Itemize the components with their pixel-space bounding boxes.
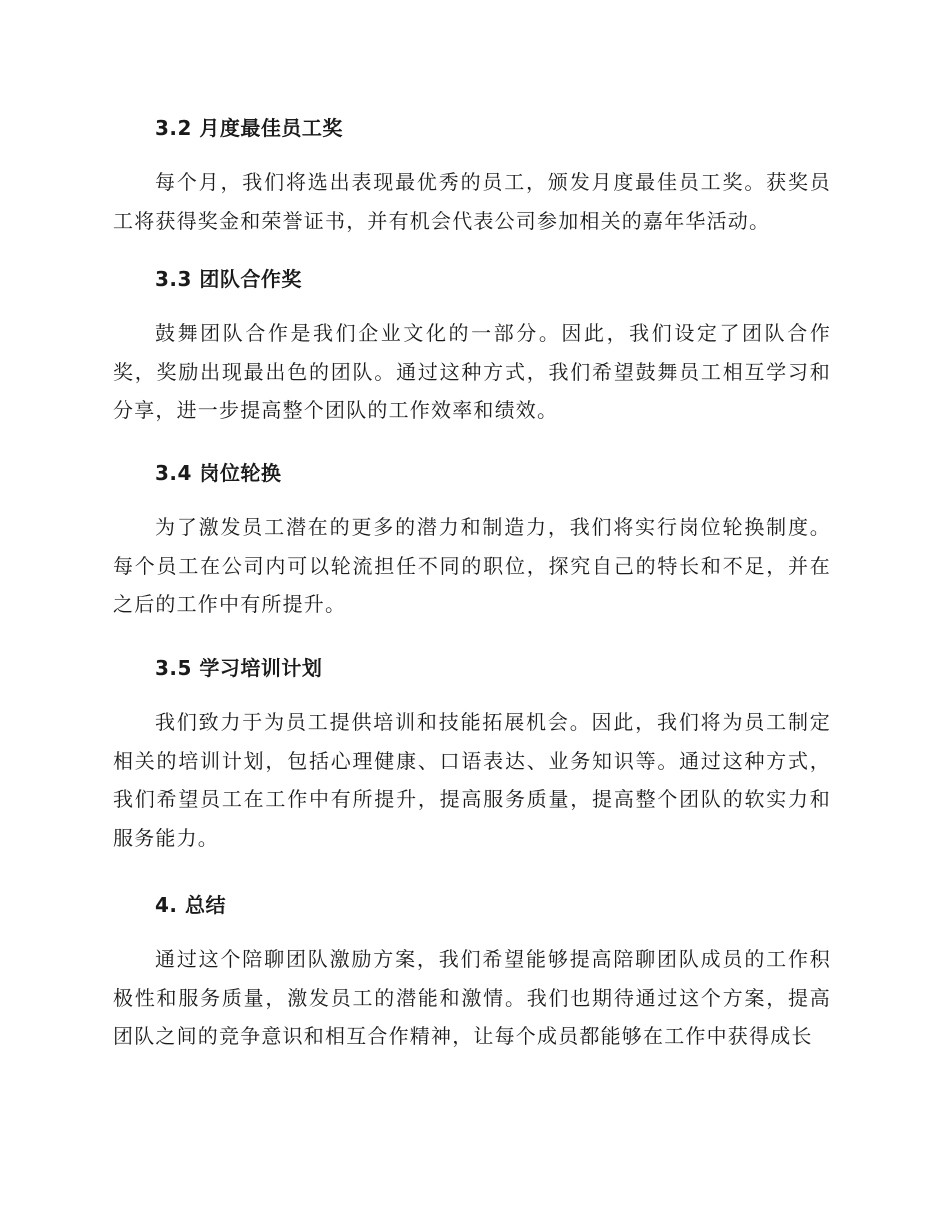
section-heading-3-2: 3.2 月度最佳员工奖	[155, 116, 343, 140]
section-paragraph-3-5: 我们致力于为员工提供培训和技能拓展机会。因此，我们将为员工制定相关的培训计划，包括心理健康、口语表达、业务知识等。通过这种方式，我们希望员工在工作中有所提升，提高服务质量，提高整个团队的软实力和服务能力。	[113, 710, 831, 851]
section-heading-3-4: 3.4 岗位轮换	[155, 461, 282, 485]
section-paragraph-4: 通过这个陪聊团队激励方案，我们希望能够提高陪聊团队成员的工作积极性和服务质量，激发员工的潜能和激情。我们也期待通过这个方案，提高团队之间的竞争意识和相互合作精神，让每个成员都能够在工作中获得成长	[113, 947, 831, 1049]
section-heading-3-5: 3.5 学习培训计划	[155, 656, 323, 680]
section-heading-3-3: 3.3 团队合作奖	[155, 267, 302, 291]
section-paragraph-3-3: 鼓舞团队合作是我们企业文化的一部分。因此，我们设定了团队合作奖，奖励出现最出色的团队。通过这种方式，我们希望鼓舞员工相互学习和分享，进一步提高整个团队的工作效率和绩效。	[113, 321, 831, 423]
section-paragraph-3-4: 为了激发员工潜在的更多的潜力和制造力，我们将实行岗位轮换制度。每个员工在公司内可以轮流担任不同的职位，探究自己的特长和不足，并在之后的工作中有所提升。	[113, 515, 831, 617]
section-paragraph-3-2: 每个月，我们将选出表现最优秀的员工，颁发月度最佳员工奖。获奖员工将获得奖金和荣誉证书，并有机会代表公司参加相关的嘉年华活动。	[113, 170, 831, 233]
section-heading-4: 4. 总结	[155, 893, 226, 917]
